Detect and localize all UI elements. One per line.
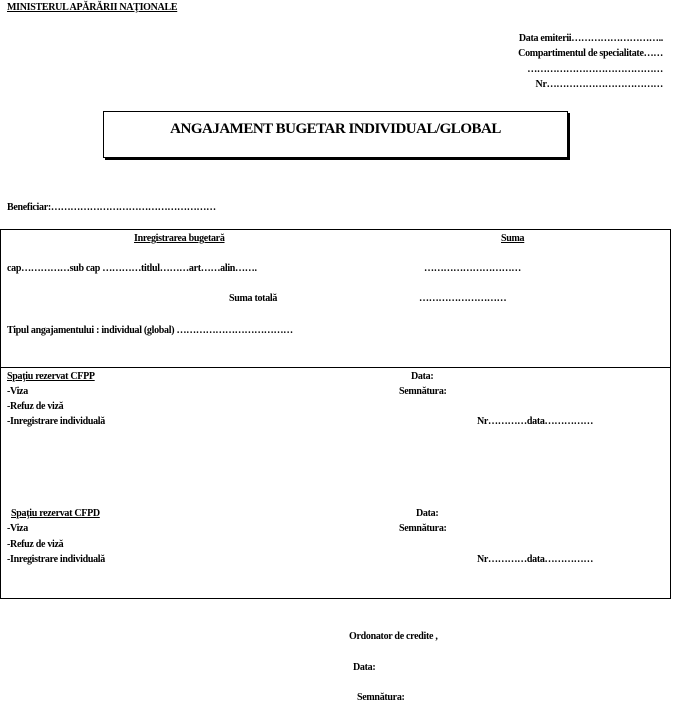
cfpp-nr-date: Nr…………data…………… [477,416,594,427]
issue-date-field: Data emiterii……………………….. [518,33,663,44]
cfpp-individual-registration: -Inregistrare individuală [7,416,105,427]
document-title: ANGAJAMENT BUGETAR INDIVIDUAL/GLOBAL [170,121,501,137]
authorizing-officer: Ordonator de credite , [349,631,438,642]
cfpd-individual-registration: -Inregistrare individuală [7,554,105,565]
classification-sum: ………………………… [424,263,522,274]
number-field: Nr……………………………… [535,79,663,90]
budget-table [0,229,671,599]
title-box [103,111,568,158]
budget-classification: cap……………sub cap …………titlul………art……alin……. [7,263,257,274]
cfpd-signature-label: Semnătura: [399,523,447,534]
total-sum-label: Suma totală [229,293,278,304]
cfpd-heading: Spaţiu rezervat CFPD [11,508,100,519]
cfpd-visa: -Viza [7,523,28,534]
cfpd-date-label: Data: [416,508,439,519]
cfpd-refusal: -Refuz de viză [7,539,64,550]
cfpp-refusal: -Refuz de viză [7,401,64,412]
total-sum-value: ……………………… [419,293,507,304]
cfpp-date-label: Data: [411,371,434,382]
beneficiary-field: Beneficiar:…………………………………………… [7,202,216,213]
dots-line: …………………………………… [527,64,663,75]
footer-date-label: Data: [353,662,376,673]
ministry-name: MINISTERUL APĂRĂRII NAŢIONALE [7,2,178,13]
cfpp-visa: -Viza [7,386,28,397]
cfpd-nr-date: Nr…………data…………… [477,554,594,565]
cfpp-signature-label: Semnătura: [399,386,447,397]
sum-header: Suma [501,233,525,244]
budget-registration-header: Inregistrarea bugetară [134,233,225,244]
department-field: Compartimentul de specialitate…… [518,48,663,59]
section-divider [0,367,671,368]
footer-signature-label: Semnătura: [357,692,405,703]
cfpp-heading: Spaţiu rezervat CFPP [7,371,95,382]
commitment-type: Tipul angajamentului : individual (global) ……………………………… [7,325,293,336]
